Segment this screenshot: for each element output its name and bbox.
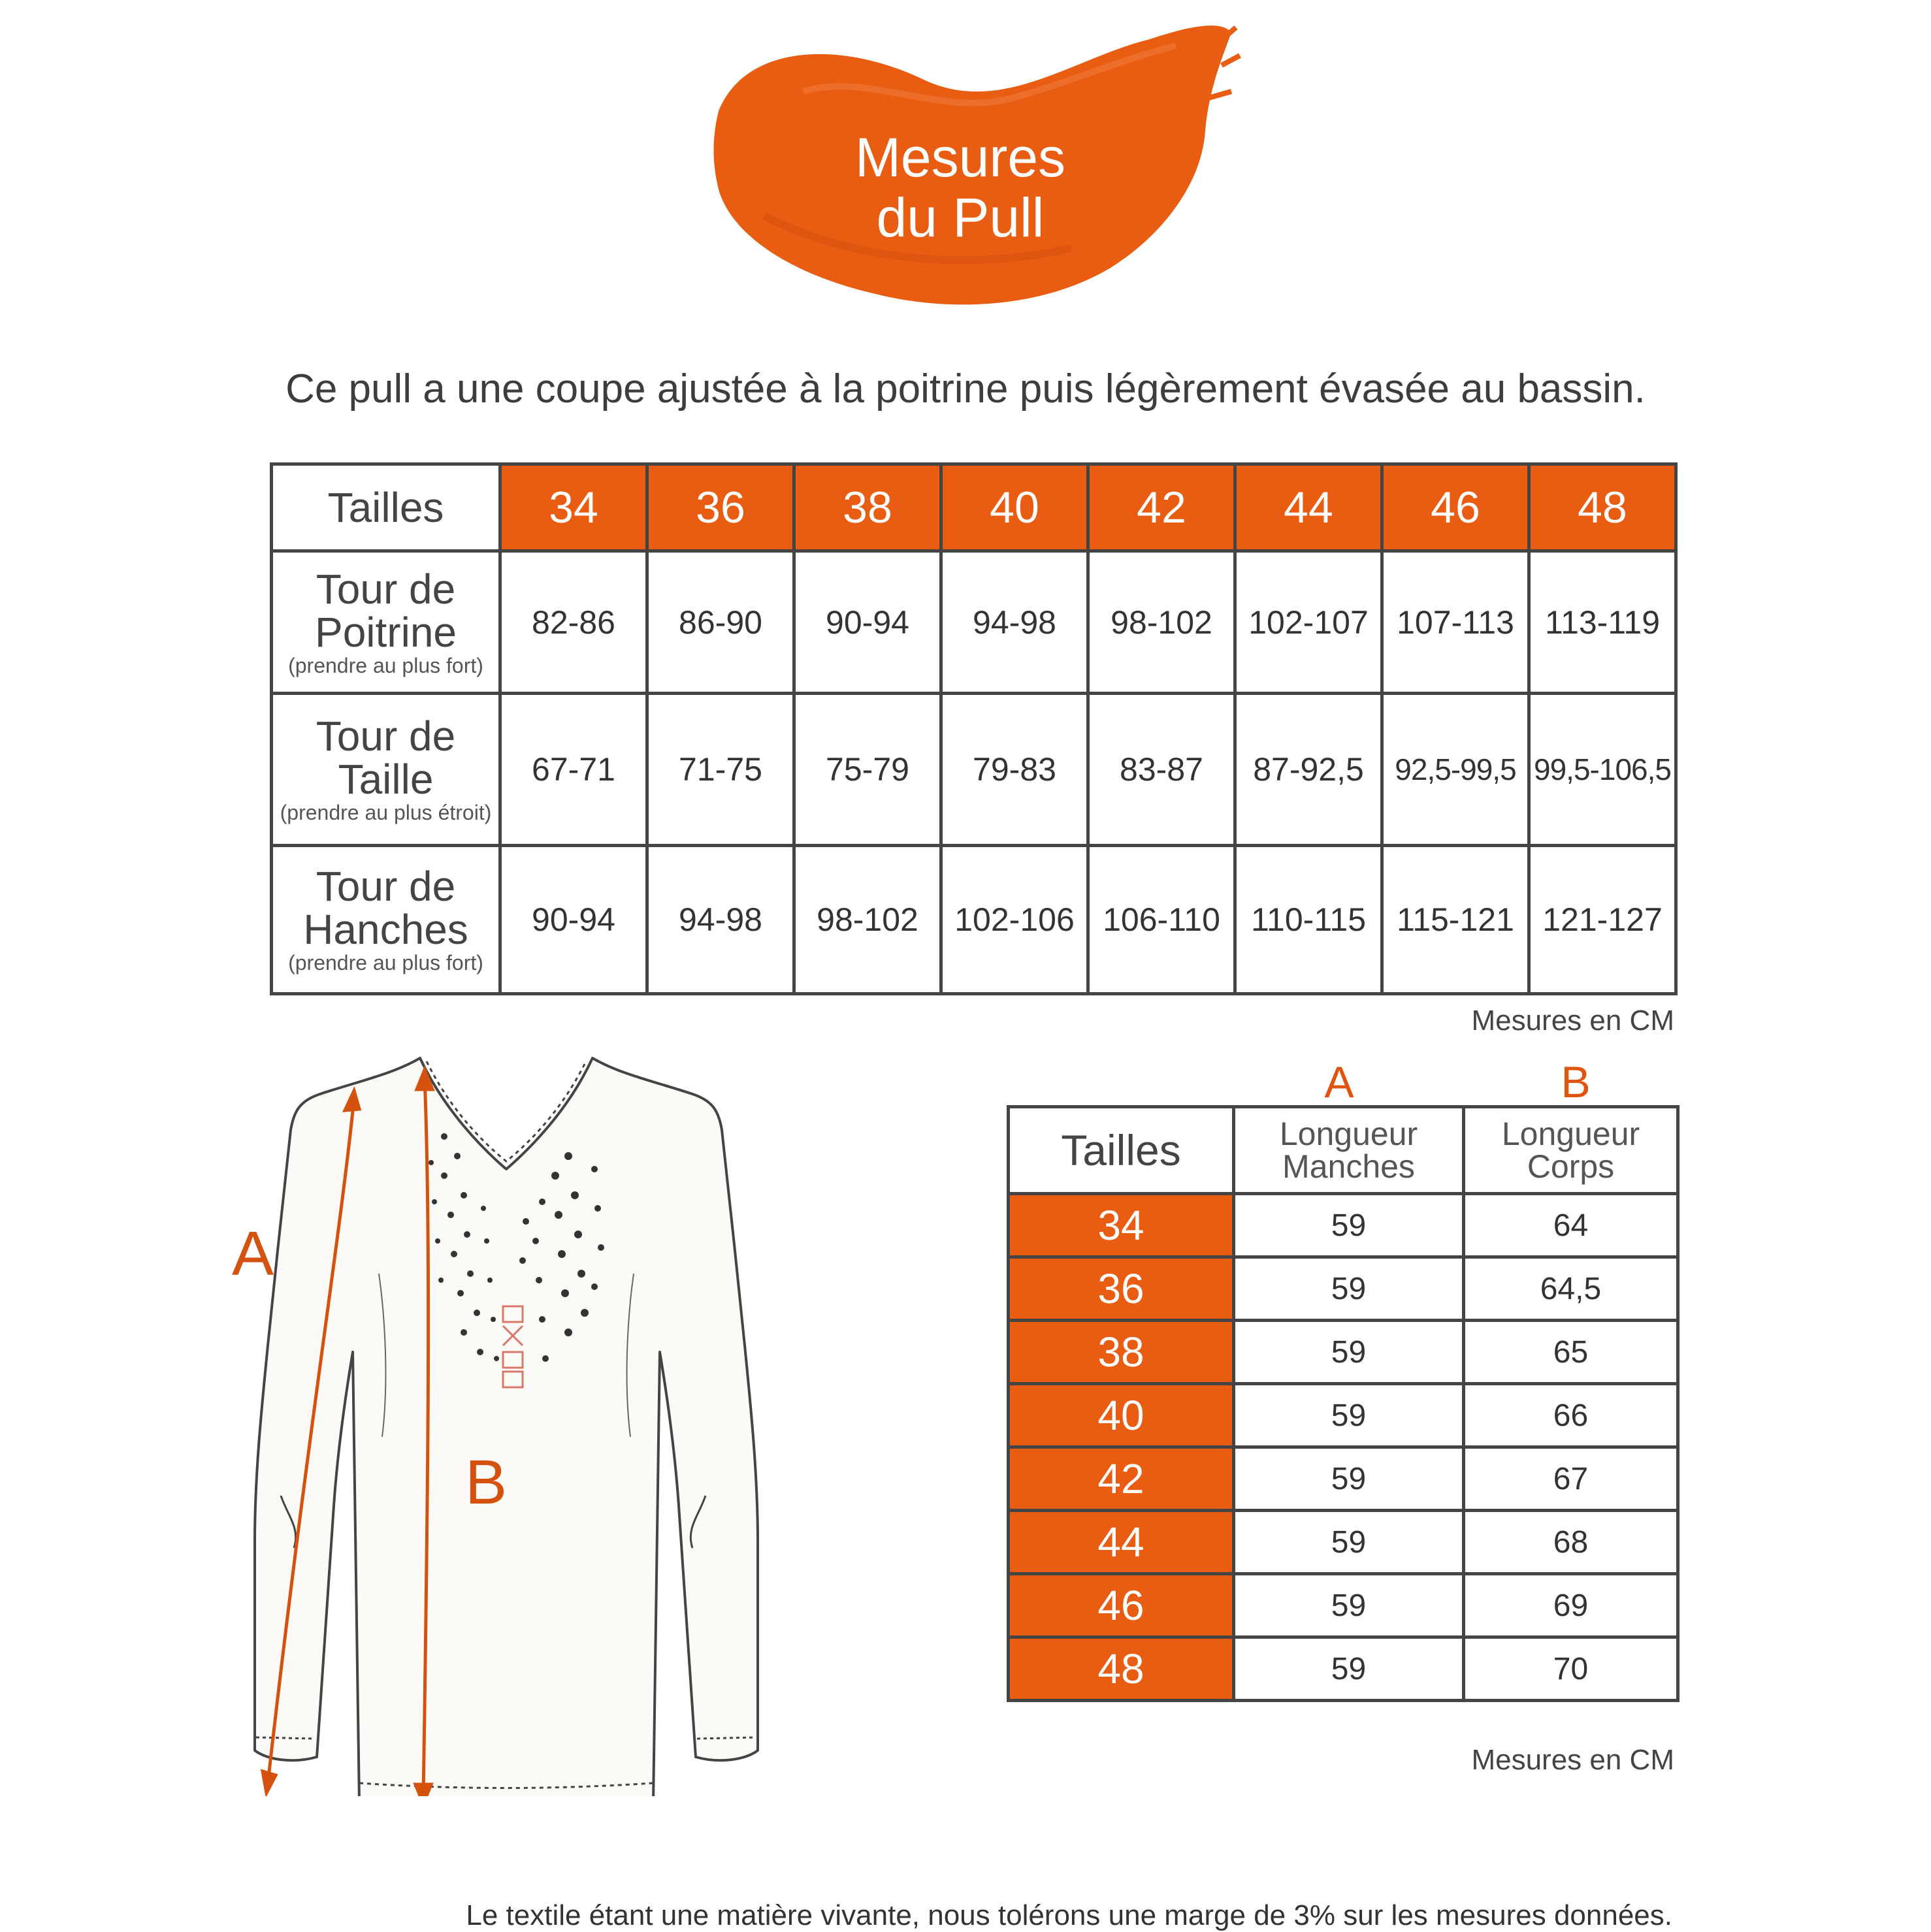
footer-disclaimer: Le textile étant une matière vivante, nous tolérons une marge de 3% sur les mesures données. <box>466 1899 1672 1931</box>
table-cell: 86-90 <box>647 551 794 694</box>
table-cell: 90-94 <box>794 551 941 694</box>
sweater-diagram <box>229 1045 915 1796</box>
column-letter-a: A <box>1324 1057 1354 1107</box>
table-cell: 113-119 <box>1529 551 1676 694</box>
table-cell: 65 <box>1464 1321 1678 1384</box>
size-cell: 46 <box>1009 1574 1234 1637</box>
header-line-2: Corps <box>1527 1148 1615 1185</box>
intro-text: Ce pull a une coupe ajustée à la poitrine puis légèrement évasée au bassin. <box>285 366 1646 411</box>
table-row <box>1009 1321 1678 1384</box>
size-header: 34 <box>500 464 647 551</box>
marker-a-label: A <box>232 1219 274 1289</box>
table-cell: 68 <box>1464 1511 1678 1574</box>
marker-b-label: B <box>465 1447 508 1517</box>
column-letter-b: B <box>1561 1057 1591 1107</box>
table-cell: 98-102 <box>794 846 941 994</box>
units-note: Mesures en CM <box>1471 1005 1674 1037</box>
size-cell: 44 <box>1009 1511 1234 1574</box>
table-row <box>1009 1637 1678 1701</box>
row-label-line-1: Tour de <box>316 863 456 910</box>
size-cell: 40 <box>1009 1384 1234 1447</box>
table-cell: 107-113 <box>1382 551 1529 694</box>
table-cell: 59 <box>1234 1637 1464 1701</box>
table-cell: 64 <box>1464 1194 1678 1257</box>
table-cell: 98-102 <box>1088 551 1235 694</box>
table-cell: 99,5-106,5 <box>1529 694 1676 846</box>
table-cell: 90-94 <box>500 846 647 994</box>
table-cell: 59 <box>1234 1511 1464 1574</box>
table-cell: 102-106 <box>941 846 1088 994</box>
table-cell: 83-87 <box>1088 694 1235 846</box>
table-cell: 110-115 <box>1235 846 1382 994</box>
table-cell: 82-86 <box>500 551 647 694</box>
row-label-line-2: Hanches <box>303 906 468 953</box>
header-line-1: Longueur <box>1279 1116 1418 1152</box>
table-cell: 121-127 <box>1529 846 1676 994</box>
table-row <box>272 846 1676 994</box>
table-cell: 94-98 <box>647 846 794 994</box>
table-cell: 87-92,5 <box>1235 694 1382 846</box>
table-cell: 64,5 <box>1464 1257 1678 1321</box>
length-measurements-table <box>1007 1105 1679 1702</box>
table-cell: 59 <box>1234 1447 1464 1511</box>
row-label-line-2: Poitrine <box>315 608 457 656</box>
header-body-length <box>1464 1107 1678 1194</box>
table-cell: 67 <box>1464 1447 1678 1511</box>
units-note: Mesures en CM <box>1471 1744 1674 1776</box>
table-cell: 59 <box>1234 1257 1464 1321</box>
row-label-line-1: Tour de <box>316 713 456 760</box>
table-cell: 92,5-99,5 <box>1382 694 1529 846</box>
header-line-2: Manches <box>1282 1148 1415 1185</box>
table-cell: 59 <box>1234 1574 1464 1637</box>
row-label-line-2: Taille <box>338 756 434 803</box>
table-cell: 69 <box>1464 1574 1678 1637</box>
table-row <box>1009 1447 1678 1511</box>
header-line-1: Longueur <box>1501 1116 1640 1152</box>
size-cell: 34 <box>1009 1194 1234 1257</box>
row-label-poitrine <box>272 551 500 694</box>
size-cell: 36 <box>1009 1257 1234 1321</box>
table-row <box>1009 1574 1678 1637</box>
table-cell: 115-121 <box>1382 846 1529 994</box>
table-cell: 106-110 <box>1088 846 1235 994</box>
table-row <box>1009 1194 1678 1257</box>
header-sizes-label: Tailles <box>1009 1107 1234 1194</box>
table-cell: 59 <box>1234 1194 1464 1257</box>
table-row <box>272 551 1676 694</box>
size-cell: 42 <box>1009 1447 1234 1511</box>
size-header: 42 <box>1088 464 1235 551</box>
table-row <box>1009 1384 1678 1447</box>
size-cell: 38 <box>1009 1321 1234 1384</box>
title-line-1: Mesures <box>854 127 1066 188</box>
row-label-line-1: Tour de <box>316 565 456 613</box>
row-label-taille <box>272 694 500 846</box>
table-cell: 67-71 <box>500 694 647 846</box>
table-cell: 79-83 <box>941 694 1088 846</box>
size-measurements-table <box>270 462 1678 995</box>
table-cell: 102-107 <box>1235 551 1382 694</box>
table-row <box>272 694 1676 846</box>
size-header: 38 <box>794 464 941 551</box>
header-sizes-label: Tailles <box>272 464 500 551</box>
table-header-row <box>1009 1107 1678 1194</box>
table-cell: 59 <box>1234 1321 1464 1384</box>
size-header: 44 <box>1235 464 1382 551</box>
table-cell: 94-98 <box>941 551 1088 694</box>
table-cell: 75-79 <box>794 694 941 846</box>
table-header-row <box>272 464 1676 551</box>
size-cell: 48 <box>1009 1637 1234 1701</box>
row-label-note: (prendre au plus fort) <box>288 653 483 677</box>
table-row <box>1009 1511 1678 1574</box>
row-label-note: (prendre au plus fort) <box>288 951 483 974</box>
row-label-hanches <box>272 846 500 994</box>
table-row <box>1009 1257 1678 1321</box>
title-line-2: du Pull <box>876 187 1045 248</box>
table-cell: 70 <box>1464 1637 1678 1701</box>
row-label-note: (prendre au plus étroit) <box>280 801 492 824</box>
page-title <box>764 127 1156 248</box>
table-cell: 59 <box>1234 1384 1464 1447</box>
size-header: 48 <box>1529 464 1676 551</box>
size-header: 46 <box>1382 464 1529 551</box>
size-header: 40 <box>941 464 1088 551</box>
table-cell: 71-75 <box>647 694 794 846</box>
header-sleeve-length <box>1234 1107 1464 1194</box>
size-header: 36 <box>647 464 794 551</box>
table-cell: 66 <box>1464 1384 1678 1447</box>
